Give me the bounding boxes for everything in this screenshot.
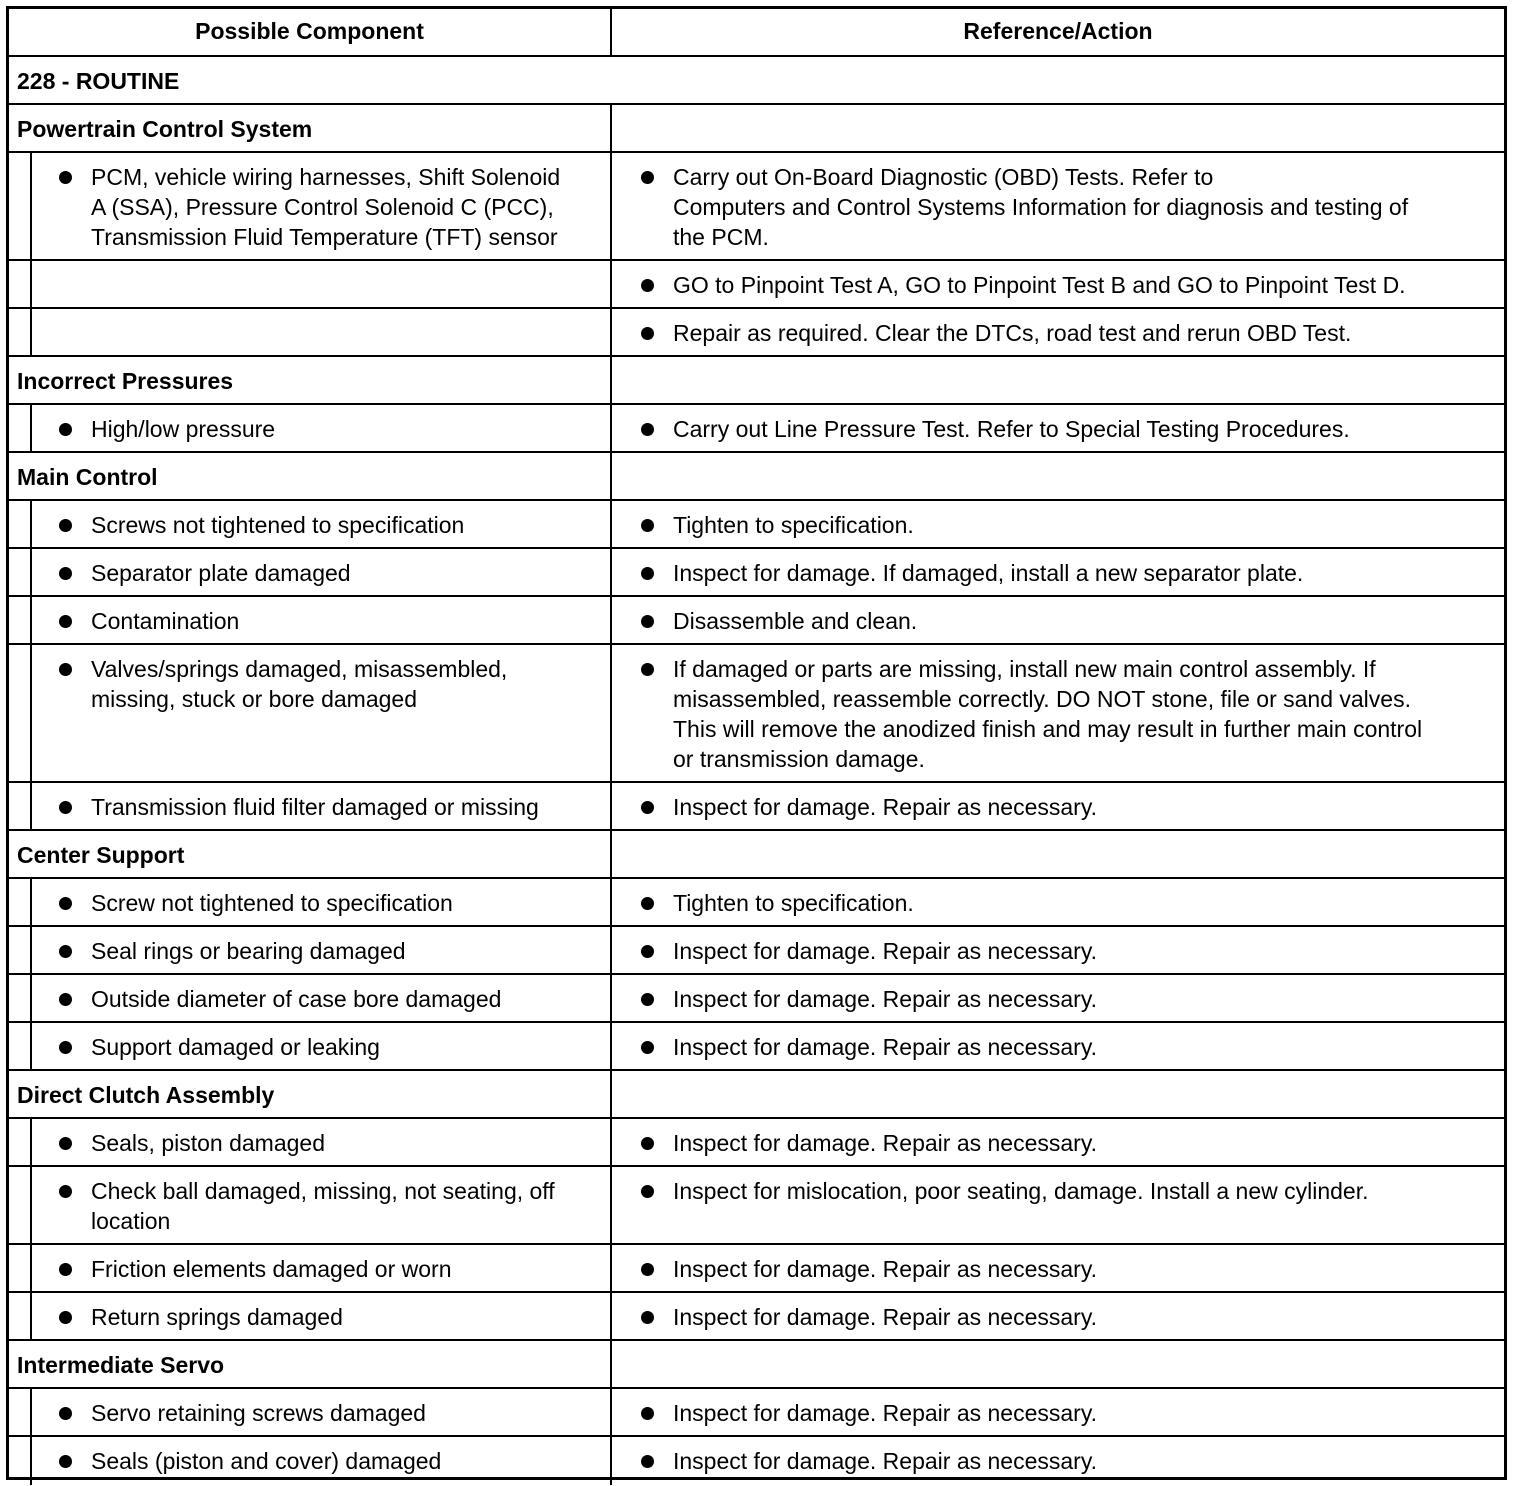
bullet-icon [59,423,72,436]
action-cell [612,261,1504,307]
bullet-icon [641,801,654,814]
bullet-icon [641,1263,654,1276]
indent-column [9,927,32,973]
indent-column [9,261,32,307]
action-text: If damaged or parts are missing, install new main control assembly. If misassembled, reassemble correctly. DO NOT stone, file or sand valves. This will remove the anodized finish and may result in further main control or transmission damage. [673,656,1423,772]
bullet-icon [59,801,72,814]
bullet-icon [59,1137,72,1150]
action-cell [612,1119,1504,1165]
table-row [9,1293,1504,1341]
action-text: Tighten to specification. [673,890,914,916]
action-text: Inspect for damage. If damaged, install a new separator plate. [673,560,1304,586]
action-cell [612,975,1504,1021]
action-text: Inspect for damage. Repair as necessary. [673,1130,1098,1156]
indent-column [9,1119,32,1165]
action-cell [612,1245,1504,1291]
table-row [9,1437,1504,1485]
bullet-icon [59,1263,72,1276]
component-cell [9,1293,612,1339]
section-row [9,453,1504,501]
action-text: Disassemble and clean. [673,608,918,634]
action-cell [612,1437,1504,1485]
component-text: Return springs damaged [91,1304,343,1330]
section-empty-cell [612,453,1504,499]
indent-column [9,153,32,259]
component-cell [9,645,612,781]
component-text: Check ball damaged, missing, not seating, off location [91,1178,555,1234]
component-text: Contamination [91,608,240,634]
action-text: Inspect for damage. Repair as necessary. [673,794,1098,820]
component-cell [9,975,612,1021]
action-cell [612,501,1504,547]
indent-column [9,1245,32,1291]
bullet-icon [59,1041,72,1054]
table-row [9,549,1504,597]
bullet-icon [59,663,72,676]
indent-column [9,783,32,829]
bullet-icon [641,1407,654,1420]
action-cell [612,153,1504,259]
component-cell [9,1245,612,1291]
section-cell [9,453,612,499]
bullet-icon [59,945,72,958]
bullet-icon [59,519,72,532]
table-row [9,783,1504,831]
component-text: Support damaged or leaking [91,1034,380,1060]
header-reference-action: Reference/Action [963,18,1153,44]
action-cell [612,597,1504,643]
table-row [9,153,1504,261]
action-cell [612,309,1504,355]
indent-column [9,1389,32,1435]
component-text: Seals, piston damaged [91,1130,325,1156]
action-cell [612,405,1504,451]
header-possible-component: Possible Component [9,9,612,55]
bullet-icon [59,1311,72,1324]
action-cell [612,645,1504,781]
section-cell [9,105,612,151]
action-cell [612,1293,1504,1339]
diagnostic-table [6,6,1507,1480]
bullet-icon [641,279,654,292]
component-cell [9,405,612,451]
table-row [9,975,1504,1023]
bullet-icon [641,423,654,436]
indent-column [9,597,32,643]
action-text: Inspect for damage. Repair as necessary. [673,1400,1098,1426]
section-empty-cell [612,1071,1504,1117]
action-cell [612,1389,1504,1435]
bullet-icon [641,615,654,628]
bullet-icon [641,1455,654,1468]
component-text: High/low pressure [91,416,276,442]
section-row [9,357,1504,405]
action-text: Inspect for damage. Repair as necessary. [673,1448,1098,1474]
component-text: Valves/springs damaged, misassembled, missing, stuck or bore damaged [91,656,508,712]
action-cell [612,1167,1504,1243]
section-heading: Powertrain Control System [17,116,313,142]
bullet-icon [59,1185,72,1198]
bullet-icon [641,327,654,340]
bullet-icon [641,897,654,910]
table-row [9,927,1504,975]
component-text: Outside diameter of case bore damaged [91,986,502,1012]
component-text: Servo retaining screws damaged [91,1400,426,1426]
section-heading: Intermediate Servo [17,1352,225,1378]
action-cell [612,927,1504,973]
section-cell [9,1071,612,1117]
indent-column [9,501,32,547]
bullet-icon [59,567,72,580]
component-cell [9,261,612,307]
bullet-icon [59,993,72,1006]
bullet-icon [641,993,654,1006]
indent-column [9,1437,32,1485]
section-heading: Direct Clutch Assembly [17,1082,275,1108]
section-heading: Incorrect Pressures [17,368,234,394]
bullet-icon [59,1455,72,1468]
section-empty-cell [612,357,1504,403]
table-row [9,261,1504,309]
action-text: Tighten to specification. [673,512,914,538]
section-heading: Center Support [17,842,185,868]
table-row [9,645,1504,783]
component-cell [9,879,612,925]
action-text: Carry out On-Board Diagnostic (OBD) Tests. Refer to Computers and Control Systems Information for diagnosis and testing of the PCM. [673,164,1409,250]
component-text: Friction elements damaged or worn [91,1256,452,1282]
component-cell [9,1023,612,1069]
indent-column [9,309,32,355]
component-text: Separator plate damaged [91,560,351,586]
component-text: Screws not tightened to specification [91,512,465,538]
section-row [9,1071,1504,1119]
component-cell [9,1389,612,1435]
action-text: Inspect for damage. Repair as necessary. [673,986,1098,1012]
indent-column [9,879,32,925]
component-text: Seals (piston and cover) damaged [91,1448,442,1474]
component-text: Transmission fluid filter damaged or missing [91,794,539,820]
section-row [9,1341,1504,1389]
component-text: Screw not tightened to specification [91,890,453,916]
indent-column [9,1167,32,1243]
table-row [9,1119,1504,1167]
section-cell [9,1341,612,1387]
bullet-icon [59,1407,72,1420]
table-row [9,1245,1504,1293]
action-cell [612,1023,1504,1069]
component-cell [9,1119,612,1165]
action-cell [612,879,1504,925]
bullet-icon [641,1041,654,1054]
section-row [9,831,1504,879]
component-cell [9,309,612,355]
bullet-icon [641,1185,654,1198]
action-cell [612,783,1504,829]
bullet-icon [59,897,72,910]
table-row [9,1167,1504,1245]
action-cell [612,549,1504,595]
indent-column [9,975,32,1021]
indent-column [9,1023,32,1069]
section-empty-cell [612,831,1504,877]
section-empty-cell [612,105,1504,151]
section-empty-cell [612,1341,1504,1387]
bullet-icon [641,945,654,958]
bullet-icon [641,1137,654,1150]
table-row [9,879,1504,927]
action-text: Inspect for damage. Repair as necessary. [673,938,1098,964]
table-row [9,405,1504,453]
component-cell [9,501,612,547]
indent-column [9,405,32,451]
action-text: Inspect for damage. Repair as necessary. [673,1304,1098,1330]
bullet-icon [641,1311,654,1324]
section-row [9,105,1504,153]
action-text: GO to Pinpoint Test A, GO to Pinpoint Test B and GO to Pinpoint Test D. [673,272,1406,298]
component-cell [9,549,612,595]
component-cell [9,783,612,829]
component-cell [9,153,612,259]
component-cell [9,1167,612,1243]
table-header [9,9,1504,57]
action-text: Inspect for damage. Repair as necessary. [673,1256,1098,1282]
bullet-icon [59,615,72,628]
action-text: Carry out Line Pressure Test. Refer to Special Testing Procedures. [673,416,1350,442]
table-title-row [9,57,1504,105]
component-text: PCM, vehicle wiring harnesses, Shift Solenoid A (SSA), Pressure Control Solenoid C (PCC), Transmission Fluid Temperature (TFT) sensor [91,164,561,250]
bullet-icon [59,171,72,184]
bullet-icon [641,171,654,184]
bullet-icon [641,567,654,580]
indent-column [9,645,32,781]
action-text: Inspect for damage. Repair as necessary. [673,1034,1098,1060]
table-row [9,501,1504,549]
action-text: Repair as required. Clear the DTCs, road test and rerun OBD Test. [673,320,1352,346]
table-title: 228 - ROUTINE [17,68,180,94]
indent-column [9,549,32,595]
indent-column [9,1293,32,1339]
component-cell [9,597,612,643]
section-heading: Main Control [17,464,158,490]
component-cell [9,927,612,973]
table-row [9,309,1504,357]
table-row [9,1023,1504,1071]
table-row [9,597,1504,645]
bullet-icon [641,519,654,532]
bullet-icon [641,663,654,676]
action-text: Inspect for mislocation, poor seating, damage. Install a new cylinder. [673,1178,1369,1204]
section-cell [9,831,612,877]
component-text: Seal rings or bearing damaged [91,938,406,964]
table-row [9,1389,1504,1437]
component-cell [9,1437,612,1485]
section-cell [9,357,612,403]
